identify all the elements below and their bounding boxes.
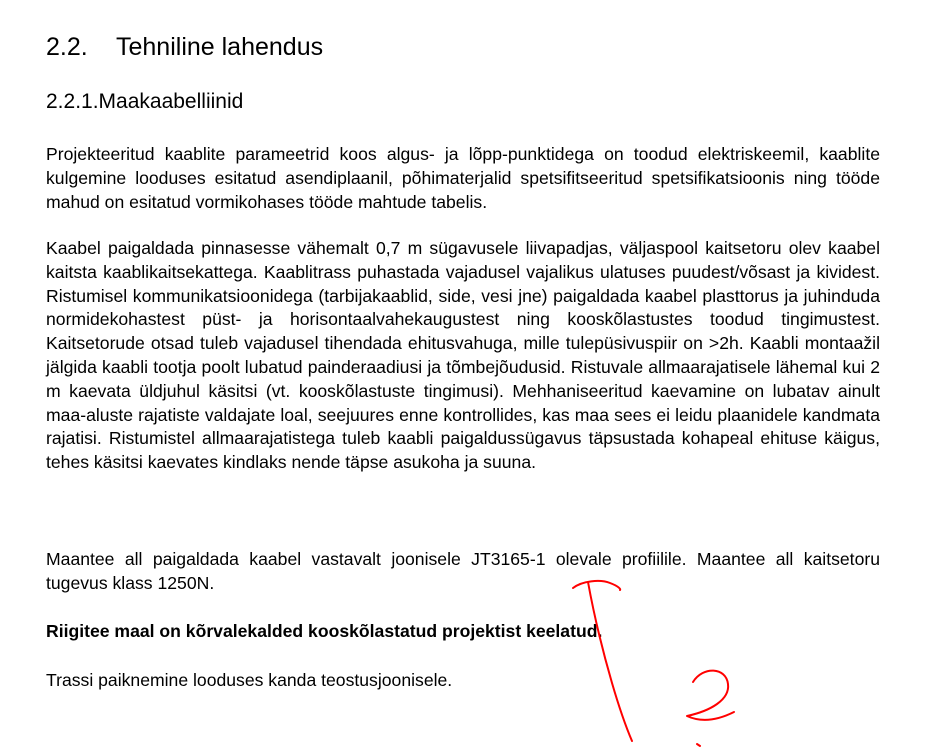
subsection-heading: 2.2.1.Maakaabelliinid xyxy=(46,90,244,113)
section-title: Tehniline lahendus xyxy=(116,33,324,61)
paragraph-cable-installation: Kaabel paigaldada pinnasesse vähemalt 0,7 m sügavusele liivapadjas, väljaspool kaitsetoru olev kaabel kaitsta kaablikaitsekattega. Kaablitrass puhastada vajadusel vajalikus ulatuses puudest/võsast ja kividest. Ristumisel kommunikatsioonidega (tarbijakaablid, side, vesi jne) paigaldada kaabel plasttorus ja juhinduda normidekohastest püst- ja horisontaalvahekaugustest ning kooskõlastustes toodud tingimustest. Kaitsetorude otsad tuleb vajadusel tihendada ehitusvahuga, mille tulepüsivuspiir on >2h. Kaabli montaažil jälgida kaabli tootja poolt lubatud painderaadiusi ja tõmbejõudusid. Ristuvale allmaarajatisele lähemal kui 2 m kaevata üldjuhul käsitsi (vt. kooskõlastuste tingimusi). Mehhaniseeritud kaevamine on lubatav ainult maa-aluste rajatiste valdajate loal, seejuures enne kontrollides, kas maa sees ei leidu plaanidele kandmata rajatisi. Ristumistel allmaarajatistega tuleb kaabli paigaldussügavus täpsustada kohapeal ehituse käigus, tehes käsitsi kaevates kindlaks nende täpse asukoha ja suuna. xyxy=(46,238,880,473)
paragraph-deviations-forbidden: Riigitee maal on kõrvalekalded kooskõlastatud projektist keelatud. xyxy=(46,621,603,641)
annotation-dot xyxy=(697,744,700,746)
section-number: 2.2. xyxy=(46,33,88,61)
paragraph-road-crossing: Maantee all paigaldada kaabel vastavalt joonisele JT3165-1 olevale profiilile. Maantee all kaitsetoru tugevus klass 1250N. xyxy=(46,549,880,593)
paragraph-as-built-drawing: Trassi paiknemine looduses kanda teostusjoonisele. xyxy=(46,670,453,690)
annotation-long-stroke xyxy=(588,582,632,741)
paragraph-project-parameters: Projekteeritud kaablite parameetrid koos algus- ja lõpp-punktidega on toodud elektriskeemil, kaablite kulgemine looduses esitatud asendiplaanil, põhimaterjalid spetsifitseeritud spetsifikatsioonis ning tööde mahud on esitatud vormikohases tööde mahtude tabelis. xyxy=(46,144,880,212)
annotation-strokes xyxy=(573,581,734,746)
section-heading xyxy=(46,32,323,62)
